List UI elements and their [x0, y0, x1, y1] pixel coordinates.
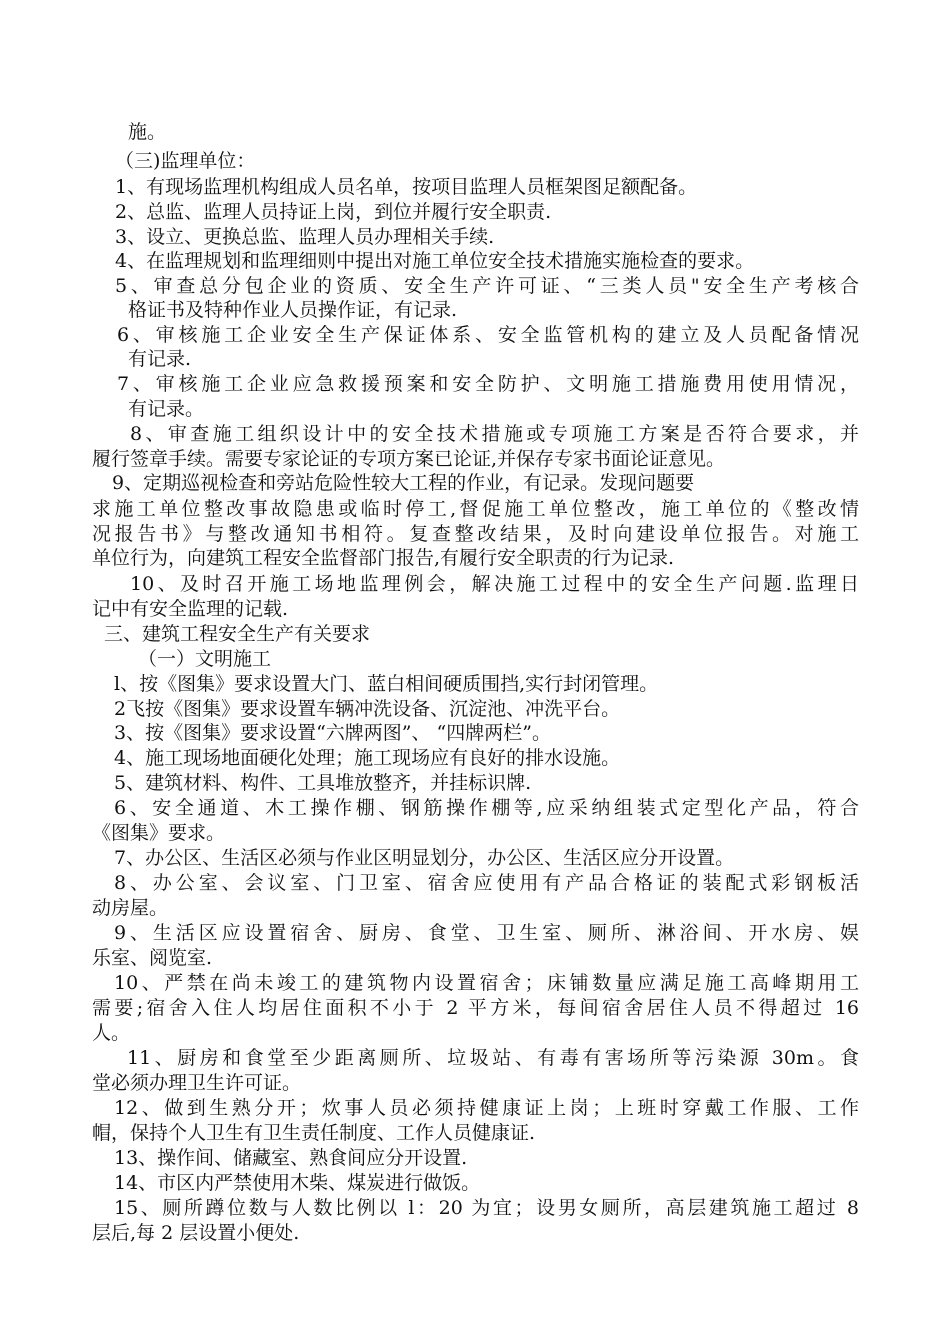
text-line: l、按《图集》要求设置大门、蓝白相间硬质围挡,实行封闭管理。 — [114, 673, 659, 695]
text-line: 求施工单位整改事故隐患或临时停工,督促施工单位整改，施工单位的《整改情 — [92, 498, 859, 520]
section-heading: （三)监理单位： — [115, 150, 256, 172]
text-line: 需要;宿舍入住人均居住面积不小于 2 平方米，每间宿舍居住人员不得超过 16 — [92, 997, 859, 1019]
text-line: 9、定期巡视检查和旁站危险性较大工程的作业，有记录。发现问题要 — [112, 472, 695, 494]
text-line: 有记录. — [128, 348, 192, 370]
text-line: 堂必须办理卫生许可证。 — [92, 1072, 302, 1094]
text-line: 帽，保持个人卫生有卫生责任制度、工作人员健康证. — [92, 1122, 536, 1144]
section-heading: （一）文明施工 — [138, 648, 272, 670]
text-line: 动房屋。 — [92, 897, 169, 919]
text-line: 6、安全通道、木工操作棚、钢筋操作棚等,应采纳组装式定型化产品，符合 — [114, 797, 859, 819]
text-line: 格证书及特种作业人员操作证，有记录. — [128, 299, 458, 321]
text-line: 乐室、阅览室. — [92, 947, 213, 969]
text-line: 10、严禁在尚未竣工的建筑物内设置宿舍；床铺数量应满足施工高峰期用工 — [114, 972, 859, 994]
text-line: 2、总监、监理人员持证上岗，到位并履行安全职责. — [115, 201, 552, 223]
text-line: 施。 — [128, 121, 167, 143]
text-line: 5、审查总分包企业的资质、安全生产许可证、“三类人员"安全生产考核合 — [115, 275, 859, 297]
text-line: 15、厕所蹲位数与人数比例以 l：20 为宜；设男女厕所，高层建筑施工超过 8 — [114, 1197, 859, 1219]
text-line: 有记录。 — [128, 398, 205, 420]
text-line: 况报告书》与整改通知书相符。复查整改结果，及时向建设单位报告。对施工 — [92, 523, 859, 545]
text-line: 2飞按《图集》要求设置车辆冲洗设备、沉淀池、冲洗平台。 — [114, 698, 621, 720]
text-line: 6、审核施工企业安全生产保证体系、安全监管机构的建立及人员配备情况 — [117, 324, 859, 346]
text-line: 8、审查施工组织设计中的安全技术措施或专项施工方案是否符合要求，并 — [130, 423, 859, 445]
text-line: 11、厨房和食堂至少距离厕所、垃圾站、有毒有害场所等污染源 30m。食 — [127, 1047, 859, 1069]
text-line: 层后,每 2 层设置小便处. — [92, 1222, 300, 1244]
text-line: 9、生活区应设置宿舍、厨房、食堂、卫生室、厕所、淋浴间、开水房、娱 — [114, 922, 859, 944]
text-line: 5、建筑材料、构件、工具堆放整齐，并挂标识牌. — [114, 772, 532, 794]
text-line: 4、在监理规划和监理细则中提出对施工单位安全技术措施实施检查的要求。 — [115, 250, 755, 272]
text-line: 3、按《图集》要求设置“六牌两图”、 “四牌两栏”。 — [114, 722, 551, 744]
text-line: 8、办公室、会议室、门卫室、宿舍应使用有产品合格证的装配式彩钢板活 — [114, 872, 859, 894]
text-line: 3、设立、更换总监、监理人员办理相关手续. — [115, 226, 495, 248]
text-line: 4、施工现场地面硬化处理；施工现场应有良好的排水设施。 — [114, 747, 621, 769]
section-heading: 三、建筑工程安全生产有关要求 — [104, 623, 371, 645]
text-line: 7、审核施工企业应急救援预案和安全防护、文明施工措施费用使用情况， — [117, 373, 859, 395]
text-line: 人。 — [92, 1022, 131, 1044]
text-line: 10、及时召开施工场地监理例会，解决施工过程中的安全生产问题.监理日 — [130, 573, 859, 595]
text-line: 7、办公区、生活区必须与作业区明显划分，办公区、生活区应分开设置。 — [114, 847, 735, 869]
text-line: 1、有现场监理机构组成人员名单，按项目监理人员框架图足额配备。 — [115, 176, 698, 198]
text-line: 12、做到生熟分开；炊事人员必须持健康证上岗；上班时穿戴工作服、工作 — [114, 1097, 859, 1119]
text-line: 《图集》要求。 — [92, 822, 226, 844]
text-line: 13、操作间、储藏室、熟食间应分开设置. — [114, 1147, 468, 1169]
text-line: 履行签章手续。需要专家论证的专项方案已论证,并保存专家书面论证意见。 — [92, 448, 726, 470]
text-line: 单位行为，向建筑工程安全监督部门报告,有履行安全职责的行为记录. — [92, 547, 675, 569]
text-line: 记中有安全监理的记载. — [92, 598, 289, 620]
text-line: 14、市区内严禁使用木柴、煤炭进行做饭。 — [114, 1172, 481, 1194]
